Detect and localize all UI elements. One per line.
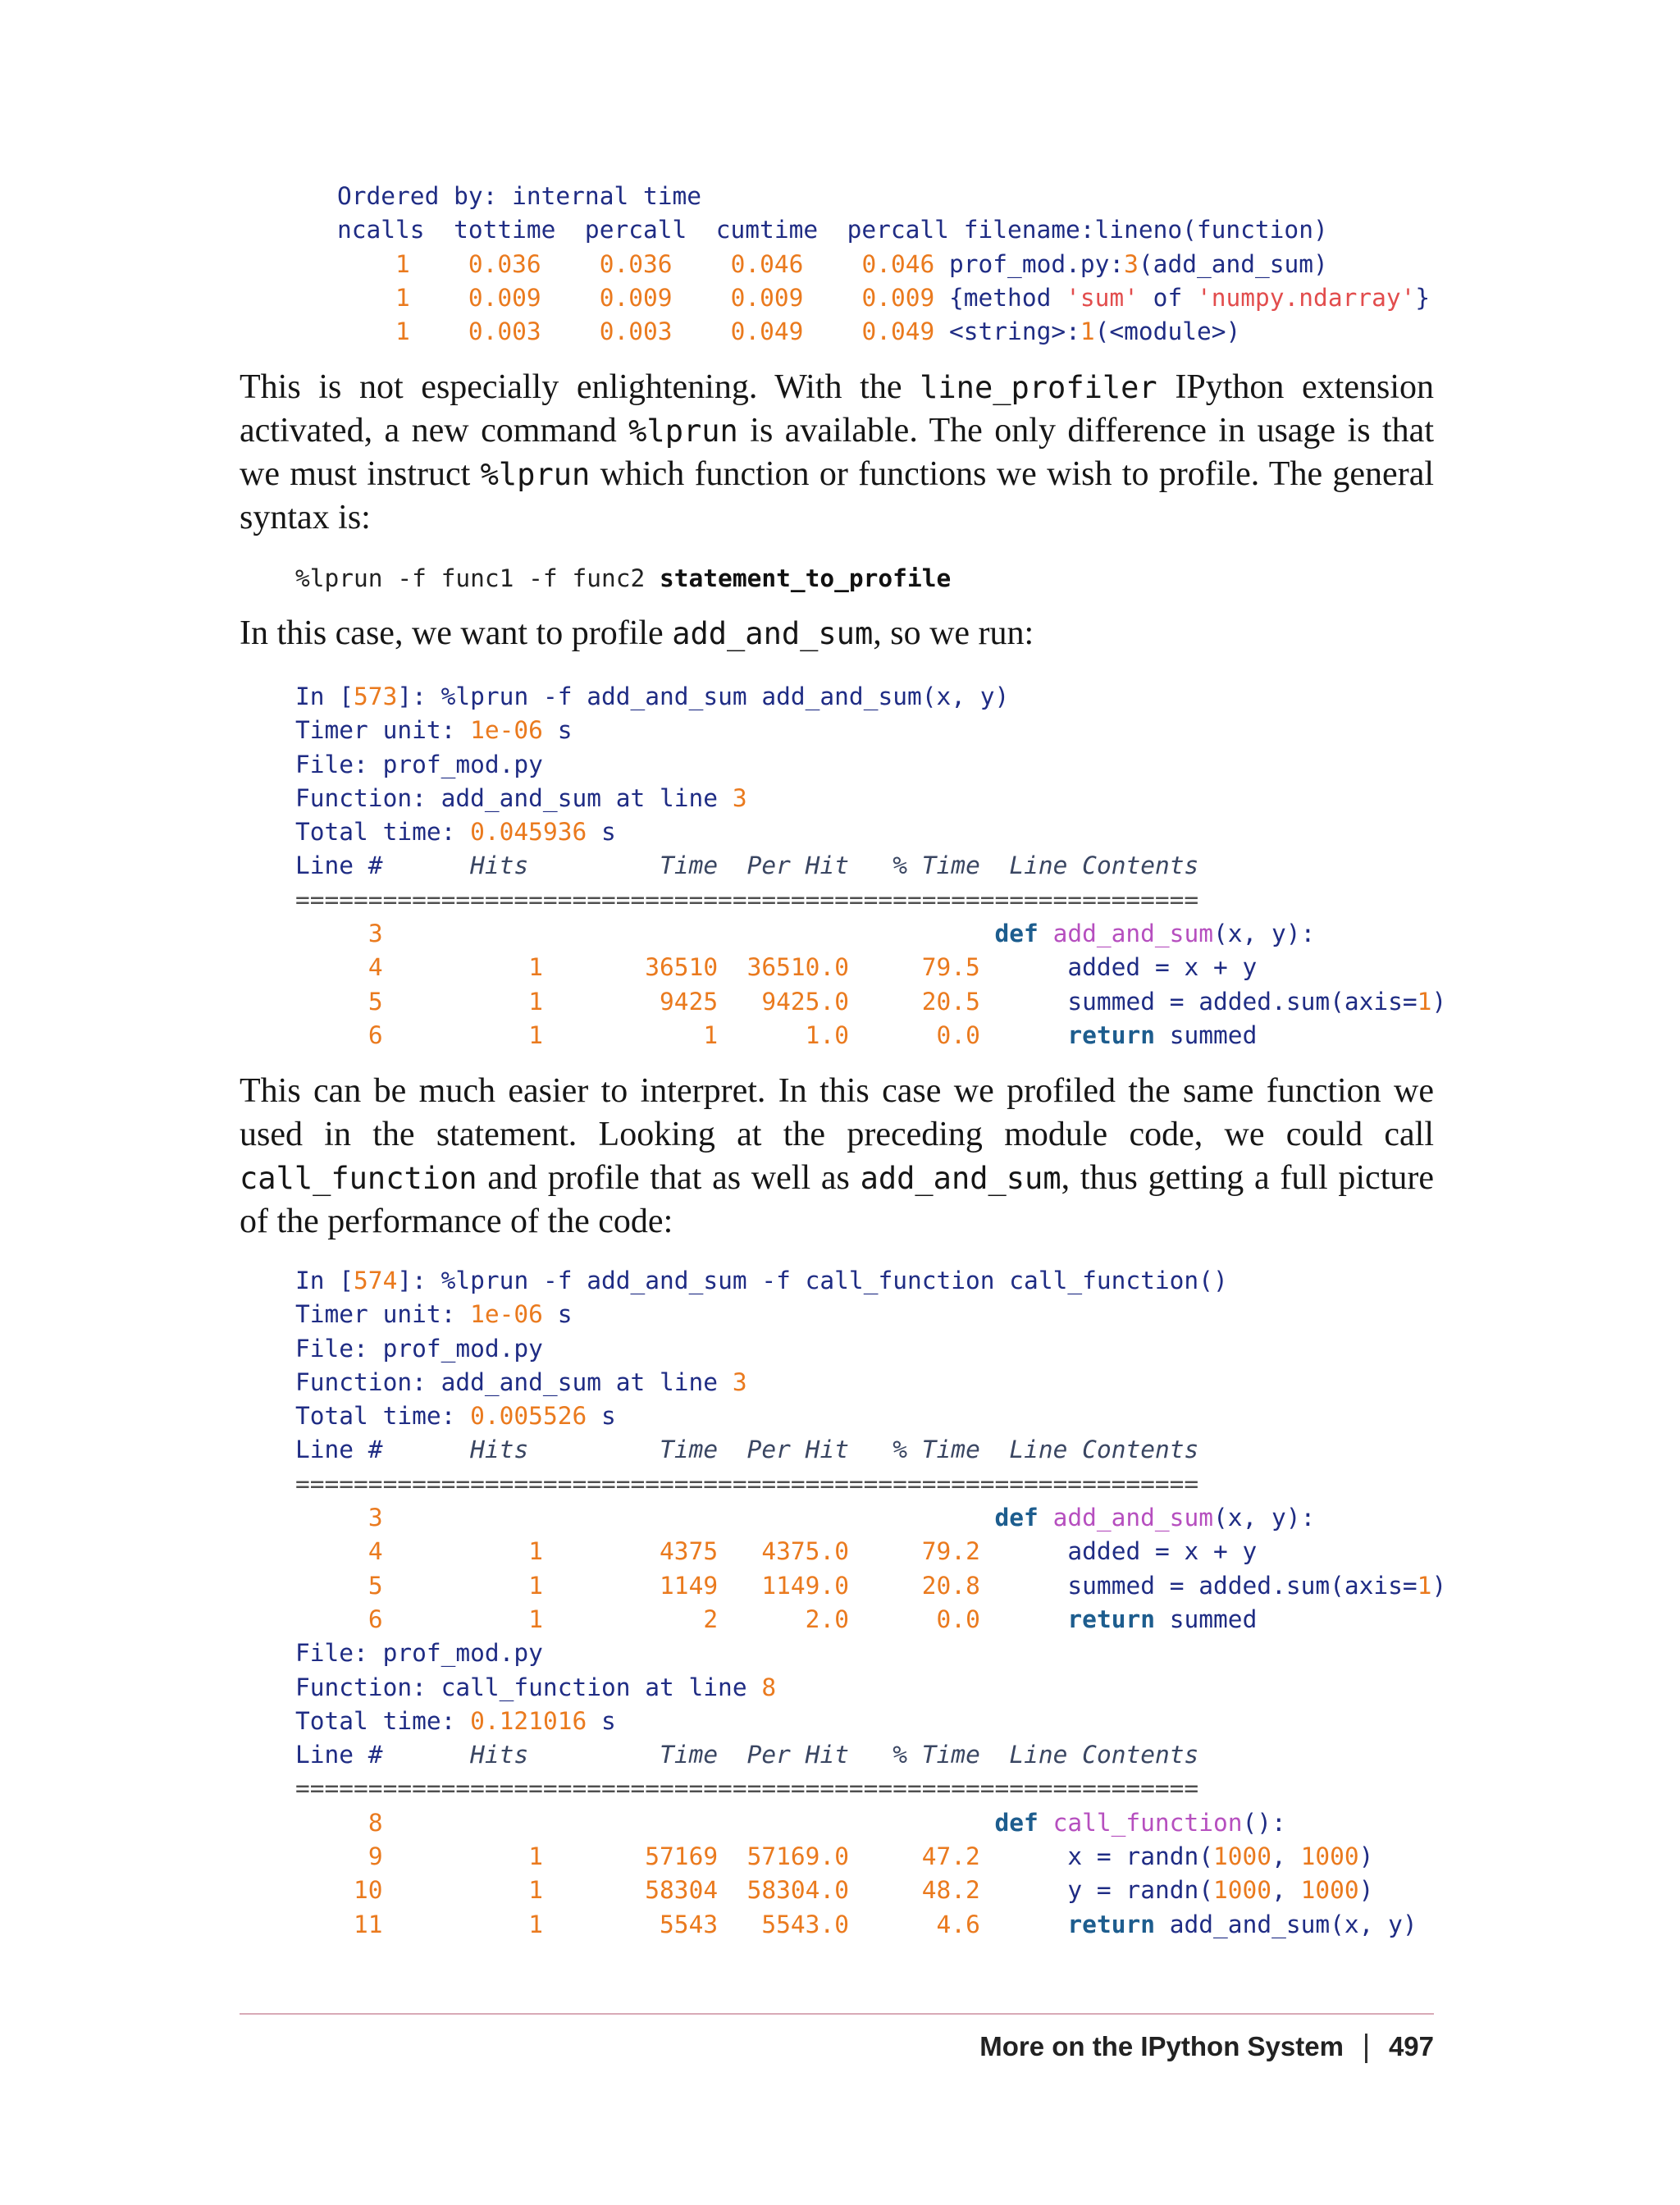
input-prompt: In [573]: %lprun -f add_and_sum add_and_sum(x, y) [295,682,1010,710]
footer-rule [240,2013,1434,2015]
lprun-output-1 [295,680,1446,1052]
total-time-line: Total time: 0.121016 s [295,1706,616,1735]
table-row: 3 def add_and_sum(x, y): [368,920,1316,948]
paragraph-lprun-intro: This is not especially enlightening. With the line_profiler IPython extension activated, a new command %lprun is available. The only difference in usage is that we must instruct %lprun which function or functions we wish to profile. The general syntax is: [240,368,1434,536]
total-time-line: Total time: 0.045936 s [295,818,616,847]
table-row: 8 def call_function(): [368,1808,1286,1837]
lprun-output-2 [295,1264,1446,1942]
footer-separator [1365,2034,1367,2063]
page-footer [240,2031,1434,2063]
table-row: 6 1 2 2.0 0.0 return summed [368,1605,1258,1633]
profile-header-line: ncalls tottime percall cumtime percall filename:lineno(function) [337,216,1328,244]
profile-row: 1 0.009 0.009 0.009 0.009 {method 'sum' of 'numpy.ndarray'} [395,283,1431,312]
table-row: 4 1 4375 4375.0 79.2 added = x + y [368,1537,1258,1566]
table-row: 4 1 36510 36510.0 79.5 added = x + y [368,953,1258,982]
section-title: More on the IPython System [979,2031,1344,2061]
syntax-example: %lprun -f func1 -f func2 statement_to_profile [295,564,952,592]
table-row: 6 1 1 1.0 0.0 return summed [368,1020,1258,1049]
table-row: 9 1 57169 57169.0 47.2 x = randn(1000, 1000) [368,1842,1374,1871]
ordered-by-line: Ordered by: internal time [337,182,702,210]
file-line: File: prof_mod.py [295,1334,543,1363]
table-separator: ============================================================== [295,1469,1199,1498]
table-separator: ============================================================== [295,885,1199,914]
profile-row: 1 0.036 0.036 0.046 0.046 prof_mod.py:3(add_and_sum) [395,249,1328,278]
function-line: Function: add_and_sum at line 3 [295,1367,747,1396]
table-row: 5 1 9425 9425.0 20.5 summed = added.sum(axis=1) [368,987,1447,1016]
profile-row: 1 0.003 0.003 0.049 0.049 <string>:1(<module>) [395,317,1241,346]
table-row: 5 1 1149 1149.0 20.8 summed = added.sum(axis=1) [368,1571,1447,1600]
total-time-line: Total time: 0.005526 s [295,1402,616,1431]
table-header: Line # Hits Time Per Hit % Time Line Contents [295,1436,1199,1464]
profile-output-block [337,180,1430,349]
page-number: 497 [1388,2031,1434,2061]
timer-unit-line: Timer unit: 1e-06 s [295,716,573,745]
file-line: File: prof_mod.py [295,1639,543,1668]
table-row: 11 1 5543 5543.0 4.6 return add_and_sum(x, y) [354,1910,1418,1938]
table-separator: ============================================================== [295,1774,1199,1803]
table-header: Line # Hits Time Per Hit % Time Line Contents [295,851,1199,880]
table-row: 3 def add_and_sum(x, y): [368,1504,1316,1532]
file-line: File: prof_mod.py [295,750,543,778]
function-line: Function: call_function at line 8 [295,1673,777,1701]
paragraph-profile-add-and-sum: In this case, we want to profile add_and_sum, so we run: [240,614,1034,652]
paragraph-interpretation: This can be much easier to interpret. In this case we profiled the same function we used in the statement. Looking at the preceding module code, we could call call_function and profile that as well as add_and_sum, thus getting a full picture of the performance of the code: [240,1072,1434,1240]
timer-unit-line: Timer unit: 1e-06 s [295,1300,573,1329]
table-row: 10 1 58304 58304.0 48.2 y = randn(1000, 1000) [354,1876,1374,1905]
function-line: Function: add_and_sum at line 3 [295,783,747,812]
input-prompt: In [574]: %lprun -f add_and_sum -f call_function call_function() [295,1267,1228,1294]
table-header: Line # Hits Time Per Hit % Time Line Contents [295,1741,1199,1769]
